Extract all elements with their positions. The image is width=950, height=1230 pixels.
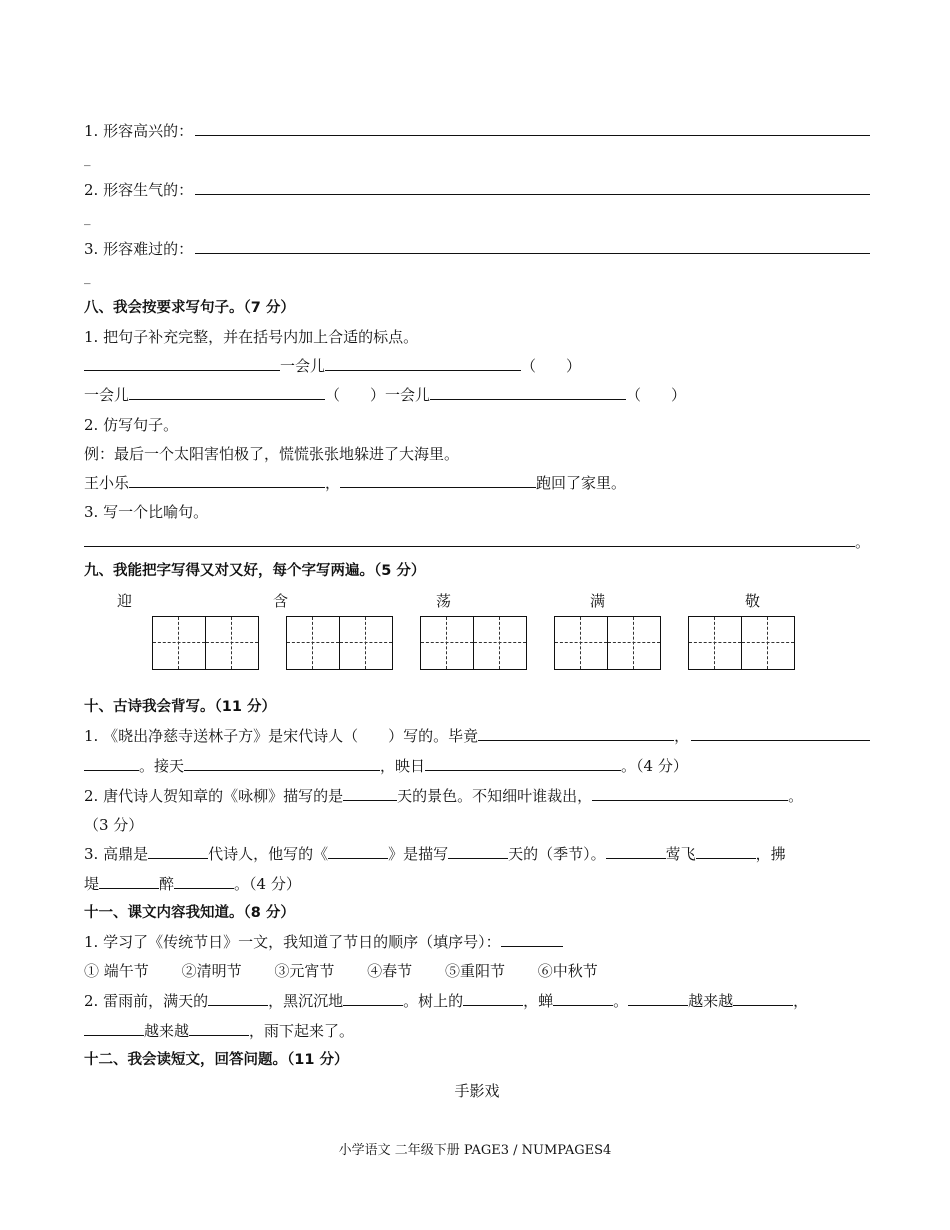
char-dang: 荡 <box>436 592 452 610</box>
poem3-line2 <box>84 873 301 895</box>
text-wang: 王小乐 <box>84 474 130 492</box>
option: ③元宵节 <box>274 962 335 980</box>
blank[interactable] <box>129 472 325 488</box>
section8-q3: 3. 写一个比喻句。 <box>84 503 209 521</box>
grid-cell[interactable] <box>420 616 474 670</box>
text: 堤 <box>84 875 100 893</box>
blank[interactable] <box>325 355 521 371</box>
grid-cell[interactable] <box>152 616 206 670</box>
text-yingri: ，映日 <box>380 757 426 775</box>
describe-sad-blank[interactable] <box>195 238 870 254</box>
blank[interactable] <box>328 843 388 859</box>
describe-happy-line <box>84 120 870 142</box>
grid-cell[interactable] <box>607 616 661 670</box>
text-comma: ， <box>674 727 690 745</box>
text: 醉 <box>159 875 175 893</box>
blank[interactable] <box>129 384 325 400</box>
text: 》是描写 <box>388 845 449 863</box>
grid-cell[interactable] <box>473 616 527 670</box>
section11-heading: 十一、课文内容我知道。（8 分） <box>84 905 295 921</box>
blank[interactable] <box>174 873 234 889</box>
blank[interactable] <box>84 355 280 371</box>
writing-grid[interactable] <box>688 616 794 670</box>
line-tail: _ <box>84 211 91 226</box>
text: ，雨下起来了。 <box>249 1022 355 1040</box>
blank[interactable] <box>184 755 380 771</box>
option: ④春节 <box>367 962 413 980</box>
text-ran-home: 跑回了家里。 <box>536 474 627 492</box>
blank[interactable] <box>425 755 621 771</box>
blank[interactable] <box>430 384 626 400</box>
thunder-line1 <box>84 990 808 1012</box>
text-yihuier: 一会儿 <box>280 357 326 375</box>
describe-happy-label: 1. 形容高兴的： <box>84 122 194 140</box>
text-yihuier: 一会儿 <box>84 386 130 404</box>
blank[interactable] <box>733 990 793 1006</box>
grid-cell[interactable] <box>554 616 608 670</box>
text: 莺飞 <box>665 845 696 863</box>
blank[interactable] <box>340 472 536 488</box>
line-tail: _ <box>84 152 91 167</box>
blank[interactable] <box>84 1020 144 1036</box>
section8-q2: 2. 仿写句子。 <box>84 416 179 434</box>
blank[interactable] <box>448 843 508 859</box>
text-period: 。 <box>788 787 804 805</box>
writing-grid[interactable] <box>152 616 258 670</box>
poem1-text: 1. 《晓出净慈寺送林子方》是宋代诗人（ ）写的。毕竟 <box>84 727 479 745</box>
poem2-line1 <box>84 785 803 807</box>
char-man: 满 <box>590 592 606 610</box>
blank[interactable] <box>592 785 788 801</box>
festival-question-text: 1. 学习了《传统节日》一文，我知道了节日的顺序（填序号）： <box>84 933 501 951</box>
simile-blank[interactable] <box>84 531 855 547</box>
blank[interactable] <box>343 990 403 1006</box>
text: 越来越 <box>688 992 734 1010</box>
text: 。（4 分） <box>234 875 301 893</box>
blank[interactable] <box>343 785 397 801</box>
blank[interactable] <box>208 990 268 1006</box>
punct-paren[interactable]: （ ） <box>521 357 582 375</box>
poem2-text2: 天的景色。不知细叶谁裁出， <box>397 787 593 805</box>
poem1-line1 <box>84 725 870 747</box>
blank[interactable] <box>463 990 523 1006</box>
blank[interactable] <box>691 725 870 741</box>
blank[interactable] <box>501 931 563 947</box>
text: 。 <box>613 992 629 1010</box>
passage-title: 手影戏 <box>454 1082 500 1100</box>
blank[interactable] <box>628 990 688 1006</box>
writing-grid[interactable] <box>286 616 392 670</box>
text-period: 。 <box>854 533 870 551</box>
char-ying: 迎 <box>117 592 133 610</box>
simile-line <box>84 531 870 553</box>
option: ②清明节 <box>181 962 242 980</box>
text: ，蝉 <box>523 992 554 1010</box>
poem2-score: （3 分） <box>84 816 144 834</box>
blank[interactable] <box>478 725 674 741</box>
punct-paren[interactable]: （ ） <box>325 386 386 404</box>
grid-cell[interactable] <box>741 616 795 670</box>
blank[interactable] <box>148 843 208 859</box>
poem3-line1 <box>84 843 870 865</box>
text: 3. 高鼎是 <box>84 845 149 863</box>
section8-heading: 八、我会按要求写句子。（7 分） <box>84 300 295 316</box>
section8-imitate-line <box>84 472 626 494</box>
option: ⑤重阳节 <box>444 962 505 980</box>
section8-q1-line2 <box>84 384 686 406</box>
punct-paren[interactable]: （ ） <box>626 386 687 404</box>
section10-heading: 十、古诗我会背写。（11 分） <box>84 699 276 715</box>
char-jing: 敬 <box>745 592 761 610</box>
text: ，黑沉沉地 <box>268 992 344 1010</box>
text: ， <box>793 992 809 1010</box>
char-han: 含 <box>273 592 289 610</box>
describe-angry-blank[interactable] <box>195 179 870 195</box>
section8-q1: 1. 把句子补充完整，并在括号内加上合适的标点。 <box>84 328 419 346</box>
text: 天的（季节）。 <box>508 845 606 863</box>
blank[interactable] <box>553 990 613 1006</box>
text-yihuier: 一会儿 <box>385 386 431 404</box>
text: 2. 雷雨前，满天的 <box>84 992 209 1010</box>
blank[interactable] <box>696 843 756 859</box>
line-tail: _ <box>84 270 91 285</box>
writing-grid[interactable] <box>554 616 660 670</box>
poem1-line2 <box>84 755 688 777</box>
text: ，拂 <box>755 845 786 863</box>
grid-cell[interactable] <box>688 616 742 670</box>
grid-cell[interactable] <box>205 616 259 670</box>
festival-options <box>84 960 598 982</box>
blank[interactable] <box>84 755 139 771</box>
describe-sad-line <box>84 238 870 260</box>
section9-heading: 九、我能把字写得又对又好，每个字写两遍。（5 分） <box>84 563 426 579</box>
option: ⑥中秋节 <box>537 962 598 980</box>
text: 越来越 <box>144 1022 190 1040</box>
poem2-text: 2. 唐代诗人贺知章的《咏柳》描写的是 <box>84 787 344 805</box>
text-jietian: 。接天 <box>139 757 185 775</box>
text-score: 。（4 分） <box>621 757 688 775</box>
describe-happy-blank[interactable] <box>195 120 870 136</box>
blank[interactable] <box>606 843 666 859</box>
section12-heading: 十二、我会读短文，回答问题。（11 分） <box>84 1052 349 1068</box>
describe-sad-label: 3. 形容难过的： <box>84 240 194 258</box>
section8-example: 例：最后一个太阳害怕极了，慌慌张张地躲进了大海里。 <box>84 445 460 463</box>
blank[interactable] <box>99 873 159 889</box>
grid-cell[interactable] <box>339 616 393 670</box>
blank[interactable] <box>189 1020 249 1036</box>
text: 代诗人，他写的《 <box>208 845 329 863</box>
describe-angry-line <box>84 179 870 201</box>
grid-cell[interactable] <box>286 616 340 670</box>
describe-angry-label: 2. 形容生气的： <box>84 181 194 199</box>
text-comma: ， <box>325 474 341 492</box>
thunder-line2 <box>84 1020 354 1042</box>
text: 。树上的 <box>403 992 464 1010</box>
option: ① 端午节 <box>84 962 149 980</box>
festival-question <box>84 931 563 953</box>
section8-q1-line1 <box>84 355 581 377</box>
writing-grid[interactable] <box>420 616 526 670</box>
page-footer: 小学语文 二年级下册 PAGE3 / NUMPAGES4 <box>338 1143 612 1158</box>
